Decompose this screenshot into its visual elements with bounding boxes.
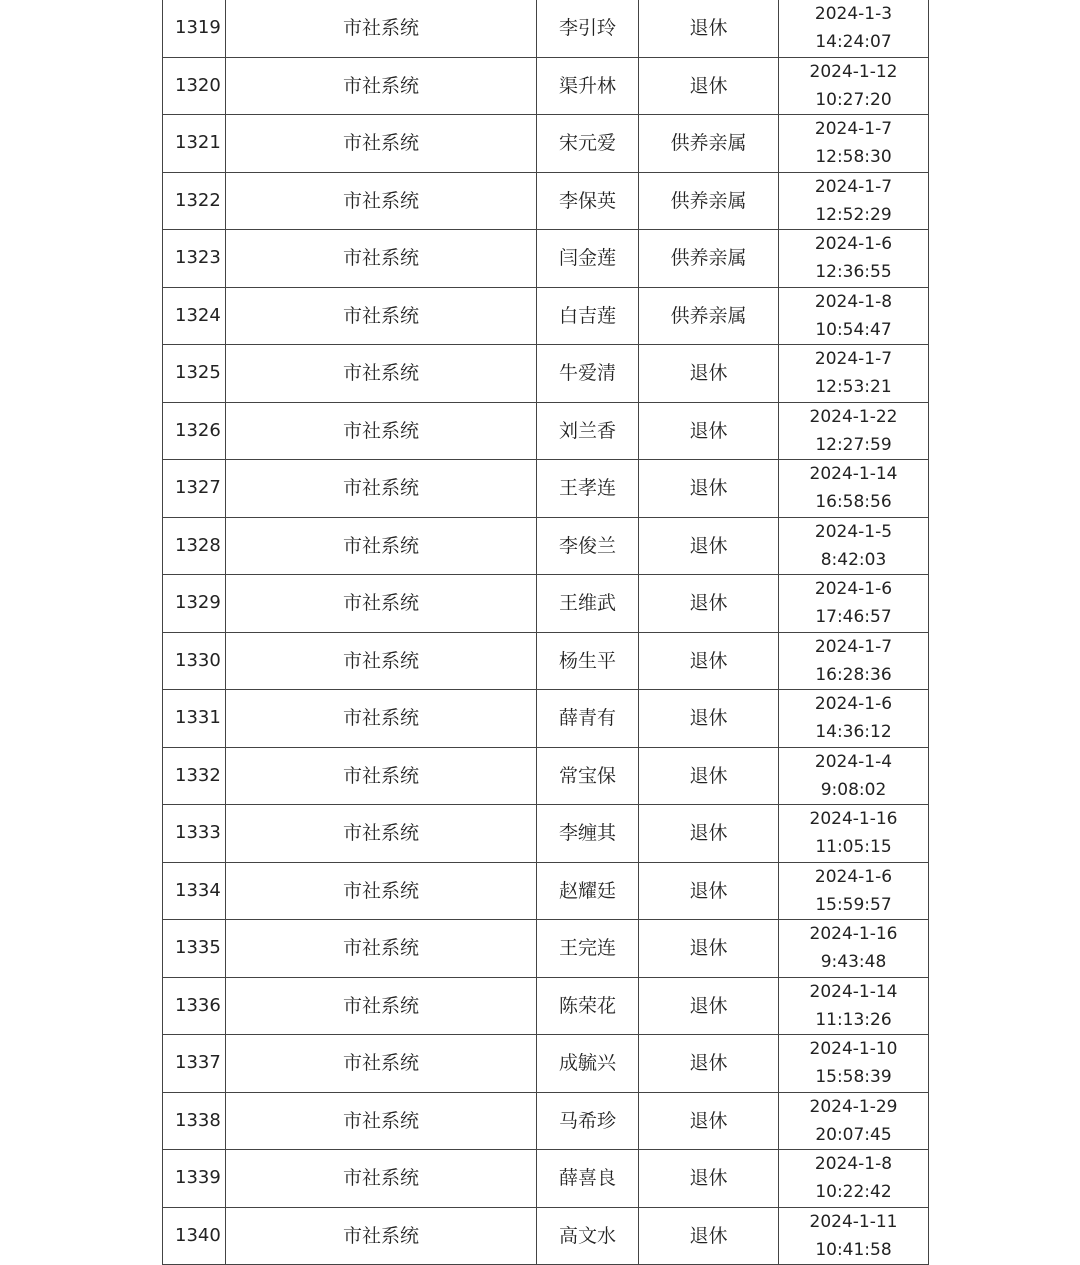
person-name-cell: 陈荣花 [537, 977, 639, 1035]
record-id-cell: 1325 [163, 345, 226, 403]
datetime-cell [779, 230, 929, 288]
person-name-cell: 赵耀廷 [537, 862, 639, 920]
time-text: 9:43:48 [820, 952, 887, 973]
record-id-cell: 1324 [163, 287, 226, 345]
time-text: 10:54:47 [815, 319, 892, 340]
record-id-cell: 1323 [163, 230, 226, 288]
datetime-cell [779, 575, 929, 633]
unit-cell: 市社系统 [226, 460, 537, 518]
status-type-cell: 退休 [639, 1092, 779, 1150]
table-row [163, 632, 929, 690]
datetime-cell [779, 460, 929, 518]
table-row [163, 172, 929, 230]
person-name-cell: 李保英 [537, 172, 639, 230]
record-id-cell: 1340 [163, 1207, 226, 1265]
date-text: 2024-1-7 [814, 636, 893, 657]
record-id-cell: 1336 [163, 977, 226, 1035]
table-row [163, 862, 929, 920]
date-text: 2024-1-3 [814, 4, 893, 25]
status-type-cell: 退休 [639, 1207, 779, 1265]
date-text: 2024-1-7 [814, 349, 893, 370]
datetime-cell [779, 402, 929, 460]
datetime-cell [779, 632, 929, 690]
date-text: 2024-1-14 [809, 981, 898, 1002]
datetime-cell [779, 1207, 929, 1265]
table-row [163, 345, 929, 403]
unit-cell: 市社系统 [226, 57, 537, 115]
unit-cell: 市社系统 [226, 1035, 537, 1093]
record-id-cell: 1330 [163, 632, 226, 690]
unit-cell: 市社系统 [226, 977, 537, 1035]
table-row [163, 1035, 929, 1093]
record-id-cell: 1339 [163, 1150, 226, 1208]
status-type-cell: 退休 [639, 0, 779, 57]
status-type-cell: 退休 [639, 862, 779, 920]
status-type-cell: 退休 [639, 517, 779, 575]
unit-cell: 市社系统 [226, 1150, 537, 1208]
unit-cell: 市社系统 [226, 0, 537, 57]
time-text: 12:36:55 [815, 262, 892, 283]
date-text: 2024-1-5 [814, 521, 893, 542]
unit-cell: 市社系统 [226, 287, 537, 345]
status-type-cell: 退休 [639, 1150, 779, 1208]
status-type-cell: 退休 [639, 1035, 779, 1093]
date-text: 2024-1-6 [814, 579, 893, 600]
person-name-cell: 闫金莲 [537, 230, 639, 288]
unit-cell: 市社系统 [226, 230, 537, 288]
status-type-cell: 供养亲属 [639, 172, 779, 230]
time-text: 15:59:57 [815, 894, 892, 915]
time-text: 10:22:42 [815, 1182, 892, 1203]
unit-cell: 市社系统 [226, 172, 537, 230]
person-name-cell: 李俊兰 [537, 517, 639, 575]
table-row [163, 1207, 929, 1265]
record-id-cell: 1322 [163, 172, 226, 230]
record-id-cell: 1338 [163, 1092, 226, 1150]
date-text: 2024-1-8 [814, 291, 893, 312]
table-row [163, 57, 929, 115]
date-text: 2024-1-11 [809, 1211, 898, 1232]
person-name-cell: 白吉莲 [537, 287, 639, 345]
person-name-cell: 薛喜良 [537, 1150, 639, 1208]
table-row [163, 1092, 929, 1150]
unit-cell: 市社系统 [226, 747, 537, 805]
person-name-cell: 牛爱清 [537, 345, 639, 403]
record-id-cell: 1332 [163, 747, 226, 805]
status-type-cell: 退休 [639, 805, 779, 863]
time-text: 12:27:59 [815, 434, 892, 455]
time-text: 9:08:02 [820, 779, 887, 800]
time-text: 12:53:21 [815, 377, 892, 398]
status-type-cell: 退休 [639, 920, 779, 978]
status-type-cell: 退休 [639, 402, 779, 460]
date-text: 2024-1-14 [809, 464, 898, 485]
table-row [163, 690, 929, 748]
date-text: 2024-1-10 [809, 1039, 898, 1060]
table-row [163, 575, 929, 633]
status-type-cell: 供养亲属 [639, 230, 779, 288]
table-row [163, 1150, 929, 1208]
table-row [163, 920, 929, 978]
person-name-cell: 刘兰香 [537, 402, 639, 460]
record-id-cell: 1329 [163, 575, 226, 633]
person-name-cell: 杨生平 [537, 632, 639, 690]
date-text: 2024-1-12 [809, 61, 898, 82]
status-type-cell: 供养亲属 [639, 115, 779, 173]
record-id-cell: 1335 [163, 920, 226, 978]
record-id-cell: 1333 [163, 805, 226, 863]
status-type-cell: 退休 [639, 345, 779, 403]
time-text: 11:13:26 [815, 1009, 892, 1030]
table-row [163, 0, 929, 57]
person-name-cell: 成毓兴 [537, 1035, 639, 1093]
time-text: 16:58:56 [815, 492, 892, 513]
datetime-cell [779, 920, 929, 978]
record-id-cell: 1326 [163, 402, 226, 460]
unit-cell: 市社系统 [226, 862, 537, 920]
unit-cell: 市社系统 [226, 805, 537, 863]
table-row [163, 517, 929, 575]
records-table-body [163, 0, 929, 1265]
date-text: 2024-1-22 [809, 406, 898, 427]
table-row [163, 805, 929, 863]
unit-cell: 市社系统 [226, 345, 537, 403]
date-text: 2024-1-29 [809, 1096, 898, 1117]
person-name-cell: 王完连 [537, 920, 639, 978]
datetime-cell [779, 690, 929, 748]
person-name-cell: 李缠其 [537, 805, 639, 863]
person-name-cell: 宋元爱 [537, 115, 639, 173]
datetime-cell [779, 747, 929, 805]
record-id-cell: 1319 [163, 0, 226, 57]
table-row [163, 977, 929, 1035]
person-name-cell: 李引玲 [537, 0, 639, 57]
date-text: 2024-1-4 [814, 751, 893, 772]
table-row [163, 230, 929, 288]
records-table [162, 0, 929, 1265]
datetime-cell [779, 862, 929, 920]
time-text: 12:52:29 [815, 204, 892, 225]
table-row [163, 460, 929, 518]
person-name-cell: 王孝连 [537, 460, 639, 518]
date-text: 2024-1-6 [814, 694, 893, 715]
datetime-cell [779, 805, 929, 863]
datetime-cell [779, 1150, 929, 1208]
record-id-cell: 1334 [163, 862, 226, 920]
datetime-cell [779, 172, 929, 230]
record-id-cell: 1320 [163, 57, 226, 115]
date-text: 2024-1-16 [809, 924, 898, 945]
time-text: 10:41:58 [815, 1239, 892, 1260]
person-name-cell: 王维武 [537, 575, 639, 633]
status-type-cell: 退休 [639, 460, 779, 518]
table-row [163, 115, 929, 173]
person-name-cell: 渠升林 [537, 57, 639, 115]
datetime-cell [779, 287, 929, 345]
date-text: 2024-1-16 [809, 809, 898, 830]
date-text: 2024-1-6 [814, 234, 893, 255]
unit-cell: 市社系统 [226, 402, 537, 460]
unit-cell: 市社系统 [226, 920, 537, 978]
status-type-cell: 退休 [639, 575, 779, 633]
status-type-cell: 退休 [639, 747, 779, 805]
unit-cell: 市社系统 [226, 690, 537, 748]
record-id-cell: 1331 [163, 690, 226, 748]
date-text: 2024-1-8 [814, 1154, 893, 1175]
unit-cell: 市社系统 [226, 632, 537, 690]
date-text: 2024-1-7 [814, 119, 893, 140]
datetime-cell [779, 0, 929, 57]
datetime-cell [779, 977, 929, 1035]
datetime-cell [779, 517, 929, 575]
record-id-cell: 1328 [163, 517, 226, 575]
time-text: 15:58:39 [815, 1067, 892, 1088]
unit-cell: 市社系统 [226, 115, 537, 173]
status-type-cell: 退休 [639, 690, 779, 748]
status-type-cell: 退休 [639, 632, 779, 690]
record-id-cell: 1337 [163, 1035, 226, 1093]
date-text: 2024-1-7 [814, 176, 893, 197]
unit-cell: 市社系统 [226, 1092, 537, 1150]
table-row [163, 747, 929, 805]
person-name-cell: 薛青有 [537, 690, 639, 748]
time-text: 16:28:36 [815, 664, 892, 685]
status-type-cell: 退休 [639, 57, 779, 115]
unit-cell: 市社系统 [226, 1207, 537, 1265]
time-text: 12:58:30 [815, 147, 892, 168]
person-name-cell: 马希珍 [537, 1092, 639, 1150]
unit-cell: 市社系统 [226, 575, 537, 633]
datetime-cell [779, 1092, 929, 1150]
date-text: 2024-1-6 [814, 866, 893, 887]
time-text: 20:07:45 [815, 1124, 892, 1145]
person-name-cell: 高文水 [537, 1207, 639, 1265]
record-id-cell: 1327 [163, 460, 226, 518]
record-id-cell: 1321 [163, 115, 226, 173]
datetime-cell [779, 57, 929, 115]
time-text: 11:05:15 [815, 837, 892, 858]
status-type-cell: 退休 [639, 977, 779, 1035]
datetime-cell [779, 345, 929, 403]
status-type-cell: 供养亲属 [639, 287, 779, 345]
time-text: 14:36:12 [815, 722, 892, 743]
datetime-cell [779, 115, 929, 173]
person-name-cell: 常宝保 [537, 747, 639, 805]
datetime-cell [779, 1035, 929, 1093]
table-row [163, 402, 929, 460]
unit-cell: 市社系统 [226, 517, 537, 575]
table-row [163, 287, 929, 345]
time-text: 17:46:57 [815, 607, 892, 628]
time-text: 14:24:07 [815, 32, 892, 53]
time-text: 10:27:20 [815, 89, 892, 110]
time-text: 8:42:03 [820, 549, 887, 570]
